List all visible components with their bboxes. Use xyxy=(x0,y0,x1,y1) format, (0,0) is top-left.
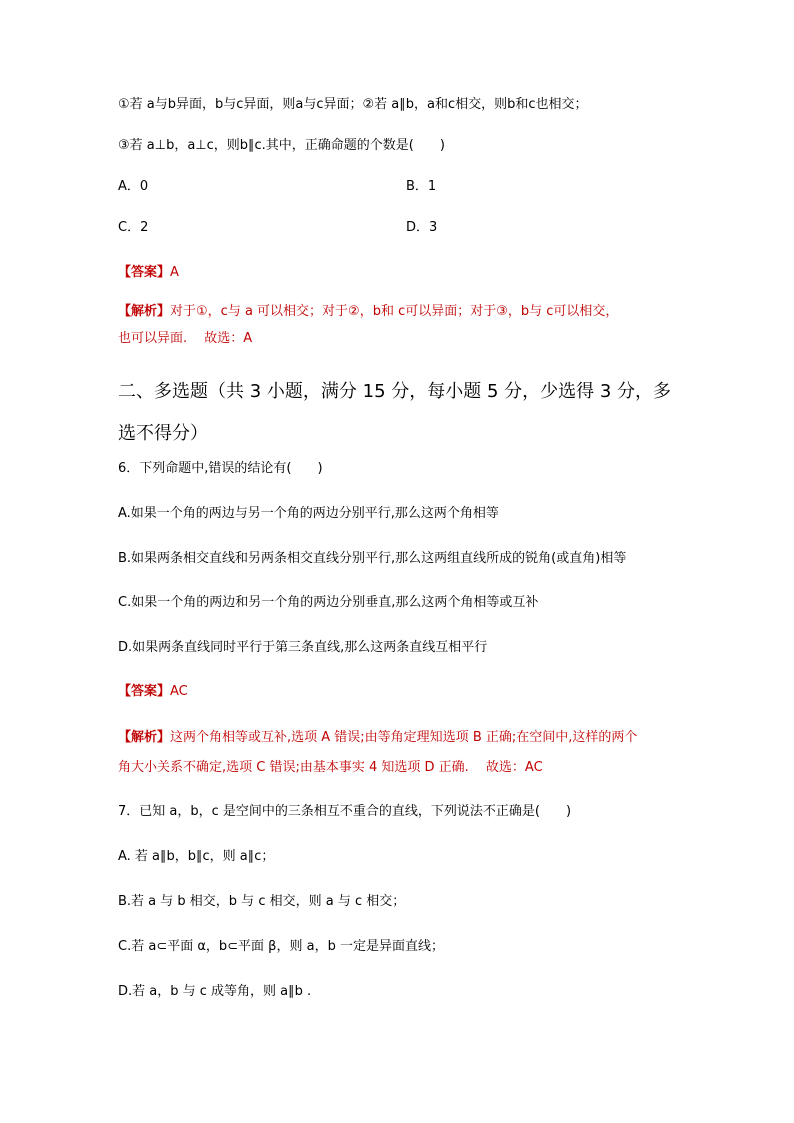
section-title-line-2: 选不得分） xyxy=(118,423,208,444)
q6-option-c: C.如果一个角的两边和另一个角的两边分别垂直,那么这两个角相等或互补 xyxy=(118,595,539,610)
q7-option-c: C.若 a⊂平面 α，b⊂平面 β，则 a，b 一定是异面直线； xyxy=(118,939,444,954)
q5-analysis-line-2: 也可以异面. 故选：A xyxy=(118,331,253,346)
q6-analysis-line-1 xyxy=(118,729,637,747)
q6-option-b: B.如果两条相交直线和另两条相交直线分别平行,那么这两组直线所成的锐角(或直角)相等 xyxy=(118,551,627,566)
analysis-tag: 【解析】 xyxy=(118,730,171,745)
answer-value: A xyxy=(170,265,179,280)
q6-stem: 6．下列命题中,错误的结论有( ) xyxy=(118,461,323,476)
analysis-text: 这两个角相等或互补,选项 A 错误;由等角定理知选项 B 正确;在空间中,这样的两个 xyxy=(170,730,638,745)
q5-analysis-line-1 xyxy=(118,303,618,321)
answer-tag: 【答案】 xyxy=(118,684,171,699)
q5-option-c: C．2 xyxy=(118,220,149,235)
q7-option-d: D.若 a，b 与 c 成等角，则 a∥b . xyxy=(118,984,312,999)
q6-answer xyxy=(118,683,188,701)
q5-answer xyxy=(118,264,179,282)
q5-option-b: B．1 xyxy=(406,179,437,194)
analysis-text: 对于①，c与 a 可以相交；对于②，b和 c可以异面；对于③，b与 c可以相交， xyxy=(170,304,619,319)
section-title-line-1: 二、多选题（共 3 小题，满分 15 分，每小题 5 分，少选得 3 分，多 xyxy=(118,381,672,402)
q5-option-d: D．3 xyxy=(406,220,438,235)
q5-option-a: A．0 xyxy=(118,179,149,194)
answer-tag: 【答案】 xyxy=(118,265,171,280)
q6-analysis-line-2: 角大小关系不确定,选项 C 错误;由基本事实 4 知选项 D 正确. 故选：AC xyxy=(118,760,543,775)
q5-statement-line-2: ③若 a⊥b，a⊥c，则b∥c.其中，正确命题的个数是( ) xyxy=(118,138,445,153)
q6-option-a: A.如果一个角的两边与另一个角的两边分别平行,那么这两个角相等 xyxy=(118,506,499,521)
answer-value: AC xyxy=(170,684,188,699)
q5-statement-line-1: ①若 a与b异面，b与c异面，则a与c异面；②若 a∥b，a和c相交，则b和c也相交； xyxy=(118,97,588,112)
q6-option-d: D.如果两条直线同时平行于第三条直线,那么这两条直线互相平行 xyxy=(118,640,488,655)
q7-option-a: A. 若 a∥b，b∥c，则 a∥c； xyxy=(118,849,275,864)
q7-option-b: B.若 a 与 b 相交，b 与 c 相交，则 a 与 c 相交； xyxy=(118,894,406,909)
q7-stem: 7．已知 a，b，c 是空间中的三条相互不重合的直线，下列说法不正确是( ) xyxy=(118,804,572,819)
analysis-tag: 【解析】 xyxy=(118,304,171,319)
